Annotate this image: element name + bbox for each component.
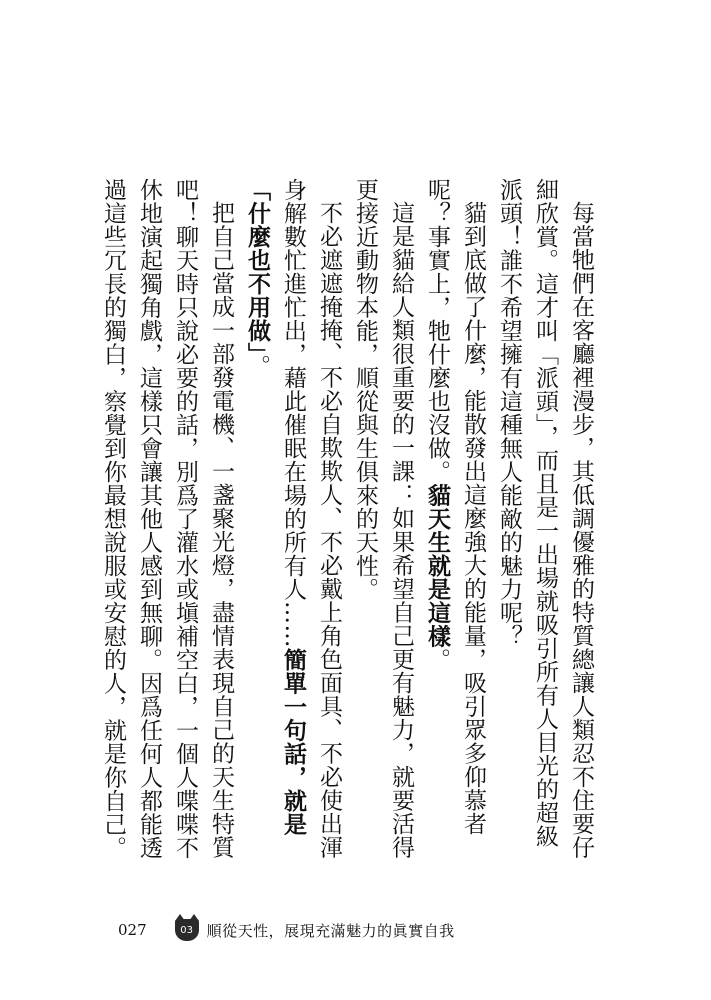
vertical-body-text	[95, 178, 599, 868]
paragraph-1	[491, 178, 599, 868]
chapter-number: 03	[180, 924, 193, 936]
page-number: 027	[118, 921, 147, 939]
paragraph-5	[95, 178, 239, 868]
cat-chapter-icon	[175, 919, 199, 941]
page-footer	[118, 917, 455, 943]
chapter-title: 順從天性，展現充滿魅力的眞實自我	[206, 921, 455, 940]
paragraph-2	[419, 178, 491, 868]
paragraph-4-end-text: 。	[244, 354, 270, 378]
paragraph-4-text: 不必遮遮掩掩、不必自欺欺人、不必戴上角色面具、不必使出渾身解數忙進忙出，藉此催眠在場的所有人……	[280, 178, 342, 859]
paragraph-2-end-text: 。	[424, 648, 450, 672]
paragraph-4	[239, 178, 347, 868]
paragraph-3-text: 這是貓給人類很重要的一課：如果希望自己更有魅力，就要活得更接近動物本能，順從與生俱來的天性。	[352, 178, 414, 859]
paragraph-5-text: 把自己當成一部發電機、一盞聚光燈，盡情表現自己的天生特質吧！聊天時只說必要的話，別爲了灌水或塡補空白，一個人喋喋不休地演起獨角戲，這樣只會讓其他人感到無聊。因爲任何人都能透過這些冗長的獨白，察覺到你最想說服或安慰的人，就是你自己。	[100, 178, 234, 860]
paragraph-4-bold-text: 簡單一句話，就是「什麼也不用做」	[244, 178, 307, 836]
paragraph-2-text: 貓到底做了什麼，能散發出這麼強大的能量，吸引眾多仰慕者呢？事實上，牠什麼也沒做。	[424, 178, 486, 836]
paragraph-3	[347, 178, 419, 868]
paragraph-1-text: 每當牠們在客廳裡漫步，其低調優雅的特質總讓人類忍不住要仔細欣賞。這才叫「派頭」，而且是一出場就吸引所有人目光的超級派頭！誰不希望擁有這種無人能敵的魅力呢？	[496, 178, 594, 859]
paragraph-2-bold-text: 貓天生就是這樣	[424, 483, 451, 648]
